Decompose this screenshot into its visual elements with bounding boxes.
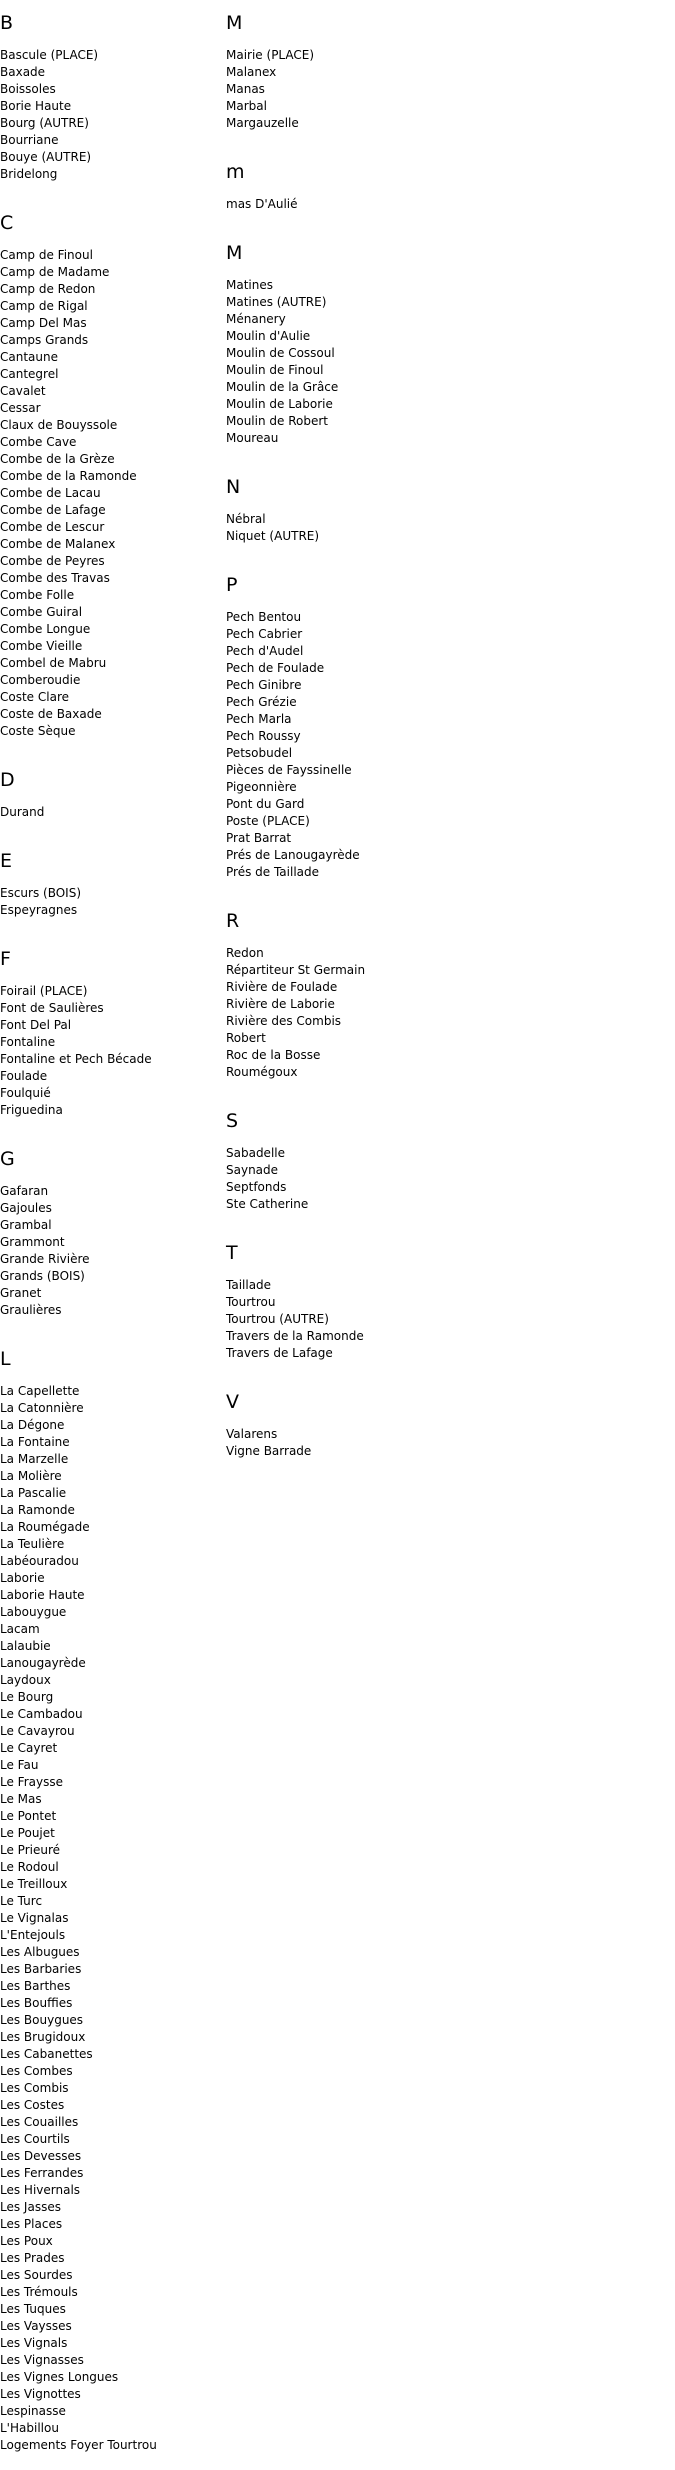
place-list: [0, 983, 226, 1119]
letter-section: [226, 574, 675, 897]
place-name: Camp Del Mas: [0, 316, 87, 330]
letter-section: [226, 1110, 675, 1229]
place-name: Laydoux: [0, 1673, 51, 1687]
place-name: Prés de Lanougayrède: [226, 848, 360, 862]
section-letter-heading: M: [226, 12, 243, 34]
section-letter-heading: M: [226, 242, 243, 264]
place-name: Bourg (AUTRE): [0, 116, 89, 130]
place-name: Les Jasses: [0, 2200, 61, 2214]
place-name: Combe de Malanex: [0, 537, 116, 551]
place-name: Combe de Lafage: [0, 503, 106, 517]
place-name: Combe Longue: [0, 622, 91, 636]
place-name: Gafaran: [0, 1184, 49, 1198]
place-name: Moulin de Robert: [226, 414, 328, 428]
place-name: Vigne Barrade: [226, 1444, 312, 1458]
section-letter-heading: L: [0, 1348, 11, 1370]
place-name: Travers de Lafage: [226, 1346, 333, 1360]
place-name: Matines (AUTRE): [226, 295, 327, 309]
place-name: Camp de Finoul: [0, 248, 93, 262]
place-name: Marbal: [226, 99, 267, 113]
place-name: Font Del Pal: [0, 1018, 72, 1032]
place-name: Ste Catherine: [226, 1197, 309, 1211]
section-spacer: [226, 545, 675, 561]
place-list: [226, 277, 675, 447]
section-letter-heading: B: [0, 12, 14, 34]
place-name: Cantaune: [0, 350, 58, 364]
place-name: Pech de Foulade: [226, 661, 325, 675]
place-name: La Catonnière: [0, 1401, 84, 1415]
place-name: Grammont: [0, 1235, 65, 1249]
place-name: La Roumégade: [0, 1520, 90, 1534]
place-name: Niquet (AUTRE): [226, 529, 320, 543]
place-name: Redon: [226, 946, 264, 960]
place-name: Granet: [0, 1286, 42, 1300]
place-name: Les Albugues: [0, 1945, 80, 1959]
place-name: Le Turc: [0, 1894, 43, 1908]
section-spacer: [0, 821, 226, 837]
place-name: Les Barbaries: [0, 1962, 82, 1976]
place-name: Les Combis: [0, 2081, 69, 2095]
section-spacer: [0, 183, 226, 199]
place-name: Foirail (PLACE): [0, 984, 88, 998]
place-name: Fontaline et Pech Bécade: [0, 1052, 152, 1066]
place-name: Le Rodoul: [0, 1860, 59, 1874]
place-name: Les Ferrandes: [0, 2166, 84, 2180]
section-spacer: [0, 919, 226, 935]
place-name: Camp de Rigal: [0, 299, 88, 313]
place-name: Poste (PLACE): [226, 814, 310, 828]
place-name: Les Poux: [0, 2234, 53, 2248]
place-name: Coste de Baxade: [0, 707, 102, 721]
place-name: Les Sourdes: [0, 2268, 73, 2282]
section-letter-heading: D: [0, 769, 15, 791]
place-name: Pech Roussy: [226, 729, 301, 743]
place-name: Foulade: [0, 1069, 48, 1083]
place-name: Cavalet: [0, 384, 46, 398]
place-name: Ménanery: [226, 312, 286, 326]
place-name: Lacam: [0, 1622, 40, 1636]
place-name: Cessar: [0, 401, 41, 415]
place-name: Malanex: [226, 65, 277, 79]
place-name: Tourtrou: [226, 1295, 276, 1309]
place-name: Boissoles: [0, 82, 56, 96]
place-name: Le Prieuré: [0, 1843, 61, 1857]
place-name: Manas: [226, 82, 265, 96]
place-name: Graulières: [0, 1303, 62, 1317]
place-name: Moulin de Cossoul: [226, 346, 335, 360]
place-name: Mairie (PLACE): [226, 48, 315, 62]
place-list: [226, 196, 675, 213]
place-name: Labéouradou: [0, 1554, 79, 1568]
place-list: [226, 945, 675, 1081]
place-name: Les Brugidoux: [0, 2030, 86, 2044]
section-spacer: [226, 132, 675, 148]
place-name: La Marzelle: [0, 1452, 69, 1466]
section-letter-heading: E: [0, 850, 13, 872]
place-name: Pièces de Fayssinelle: [226, 763, 352, 777]
place-name: Pont du Gard: [226, 797, 305, 811]
place-name: Moureau: [226, 431, 279, 445]
place-name: Grande Rivière: [0, 1252, 90, 1266]
section-letter-heading: S: [226, 1110, 239, 1132]
place-name: Laborie Haute: [0, 1588, 85, 1602]
place-name: Les Vignes Longues: [0, 2370, 119, 2384]
place-name: Grambal: [0, 1218, 52, 1232]
place-name: Lespinasse: [0, 2404, 66, 2418]
place-name: Lanougayrède: [0, 1656, 86, 1670]
section-spacer: [0, 2454, 226, 2470]
place-name: Travers de la Ramonde: [226, 1329, 364, 1343]
section-spacer: [0, 1119, 226, 1135]
place-name: Gajoules: [0, 1201, 52, 1215]
section-letter-heading: F: [0, 948, 11, 970]
place-name: Bascule (PLACE): [0, 48, 99, 62]
letter-section: [226, 1242, 675, 1378]
place-name: Le Cambadou: [0, 1707, 83, 1721]
place-name: Le Cavayrou: [0, 1724, 75, 1738]
section-letter-heading: T: [226, 1242, 238, 1264]
place-name: Pigeonnière: [226, 780, 297, 794]
place-name: Camps Grands: [0, 333, 89, 347]
place-name: Claux de Bouyssole: [0, 418, 118, 432]
place-list: [226, 47, 675, 132]
section-spacer: [0, 1319, 226, 1335]
place-name: Roumégoux: [226, 1065, 298, 1079]
letter-section: [226, 12, 675, 148]
place-list: [226, 1145, 675, 1213]
section-letter-heading: G: [0, 1148, 15, 1170]
place-name: Laborie: [0, 1571, 45, 1585]
place-name: Combel de Mabru: [0, 656, 107, 670]
place-name: Pech d'Audel: [226, 644, 304, 658]
place-name: Petsobudel: [226, 746, 293, 760]
place-name: Prés de Taillade: [226, 865, 320, 879]
place-name: La Ramonde: [0, 1503, 75, 1517]
place-name: La Fontaine: [0, 1435, 70, 1449]
place-name: Camp de Madame: [0, 265, 110, 279]
letter-section: [0, 1348, 226, 2470]
section-letter-heading: C: [0, 212, 14, 234]
letter-section: [0, 850, 226, 935]
place-name: Valarens: [226, 1427, 278, 1441]
section-spacer: [226, 1213, 675, 1229]
place-name: Friguedina: [0, 1103, 63, 1117]
place-name: La Teulière: [0, 1537, 65, 1551]
place-name: Les Combes: [0, 2064, 73, 2078]
place-name: Le Pontet: [0, 1809, 57, 1823]
place-name: Pech Ginibre: [226, 678, 302, 692]
place-name: Rivière de Laborie: [226, 997, 335, 1011]
place-list: [0, 1383, 226, 2454]
section-letter-heading: V: [226, 1391, 239, 1413]
place-list: [0, 1183, 226, 1319]
place-name: La Capellette: [0, 1384, 80, 1398]
place-name: mas D'Aulié: [226, 197, 298, 211]
place-name: Moulin de la Grâce: [226, 380, 339, 394]
place-name: Les Vignals: [0, 2336, 68, 2350]
place-name: Margauzelle: [226, 116, 299, 130]
letter-section: [226, 1391, 675, 1476]
place-name: Coste Clare: [0, 690, 69, 704]
place-name: Grands (BOIS): [0, 1269, 85, 1283]
place-name: Logements Foyer Tourtrou: [0, 2438, 157, 2452]
letter-section: [0, 212, 226, 756]
place-name: Rivière des Combis: [226, 1014, 342, 1028]
place-name: Bridelong: [0, 167, 58, 181]
place-name: Combe Vieille: [0, 639, 83, 653]
place-name: Combe Guiral: [0, 605, 83, 619]
place-name: L'Entejouls: [0, 1928, 66, 1942]
place-name: Le Treilloux: [0, 1877, 68, 1891]
place-list: [226, 1277, 675, 1362]
place-name: Combe de la Grèze: [0, 452, 115, 466]
place-name: Bourriane: [0, 133, 59, 147]
place-name: Moulin de Finoul: [226, 363, 324, 377]
section-letter-heading: m: [226, 161, 245, 183]
place-name: Les Tuques: [0, 2302, 66, 2316]
section-letter-heading: P: [226, 574, 238, 596]
place-name: Font de Saulières: [0, 1001, 104, 1015]
place-name: La Molière: [0, 1469, 62, 1483]
place-name: Le Poujet: [0, 1826, 55, 1840]
place-name: Les Costes: [0, 2098, 65, 2112]
place-name: Camp de Redon: [0, 282, 96, 296]
right-column: [226, 0, 675, 1476]
place-name: Escurs (BOIS): [0, 886, 82, 900]
place-name: Le Fau: [0, 1758, 39, 1772]
place-name: Prat Barrat: [226, 831, 292, 845]
place-name: Taillade: [226, 1278, 272, 1292]
place-name: Durand: [0, 805, 45, 819]
letter-section: [226, 910, 675, 1097]
place-name: Bouye (AUTRE): [0, 150, 92, 164]
place-name: Tourtrou (AUTRE): [226, 1312, 329, 1326]
place-name: Roc de la Bosse: [226, 1048, 321, 1062]
place-name: Nébral: [226, 512, 266, 526]
letter-section: [0, 948, 226, 1135]
place-list: [0, 47, 226, 183]
section-spacer: [226, 1362, 675, 1378]
place-name: Combe de la Ramonde: [0, 469, 137, 483]
place-name: Les Trémouls: [0, 2285, 78, 2299]
place-list: [0, 804, 226, 821]
place-name: Pech Marla: [226, 712, 292, 726]
place-name: Septfonds: [226, 1180, 287, 1194]
letter-section: [0, 12, 226, 199]
section-spacer: [226, 881, 675, 897]
place-name: Les Barthes: [0, 1979, 71, 1993]
place-name: Pech Bentou: [226, 610, 302, 624]
place-name: Les Couailles: [0, 2115, 79, 2129]
place-name: Le Bourg: [0, 1690, 54, 1704]
place-name: La Dégone: [0, 1418, 65, 1432]
section-spacer: [226, 213, 675, 229]
place-name: Les Places: [0, 2217, 63, 2231]
place-name: Rivière de Foulade: [226, 980, 338, 994]
place-name: Baxade: [0, 65, 46, 79]
section-letter-heading: R: [226, 910, 240, 932]
place-name: Foulquié: [0, 1086, 51, 1100]
place-name: Le Cayret: [0, 1741, 58, 1755]
place-name: L'Habillou: [0, 2421, 59, 2435]
section-spacer: [226, 447, 675, 463]
place-name: Labouygue: [0, 1605, 67, 1619]
place-name: Les Bouygues: [0, 2013, 84, 2027]
place-name: Matines: [226, 278, 273, 292]
place-name: Saynade: [226, 1163, 279, 1177]
place-name: Les Cabanettes: [0, 2047, 93, 2061]
section-spacer: [226, 1081, 675, 1097]
place-name: Pech Cabrier: [226, 627, 303, 641]
place-name: Les Hivernals: [0, 2183, 81, 2197]
place-name: Le Vignalas: [0, 1911, 69, 1925]
place-name: Pech Grézie: [226, 695, 297, 709]
place-name: Combe de Lescur: [0, 520, 105, 534]
place-list: [0, 247, 226, 740]
place-name: Les Vaysses: [0, 2319, 72, 2333]
place-name: Combe de Lacau: [0, 486, 101, 500]
place-list: [226, 1426, 675, 1460]
place-name: Le Mas: [0, 1792, 42, 1806]
place-name: Borie Haute: [0, 99, 72, 113]
place-name: Moulin d'Aulie: [226, 329, 311, 343]
place-name: Les Vignasses: [0, 2353, 84, 2367]
letter-section: [226, 476, 675, 561]
place-name: Répartiteur St Germain: [226, 963, 366, 977]
letter-section: [226, 242, 675, 463]
place-name: Le Fraysse: [0, 1775, 63, 1789]
section-spacer: [0, 740, 226, 756]
place-name: Fontaline: [0, 1035, 56, 1049]
letter-section: [0, 1148, 226, 1335]
place-name: Sabadelle: [226, 1146, 285, 1160]
place-name: Coste Sèque: [0, 724, 76, 738]
place-name: Les Devesses: [0, 2149, 82, 2163]
place-name: Les Prades: [0, 2251, 65, 2265]
left-column: [0, 0, 226, 2470]
place-name: Moulin de Laborie: [226, 397, 333, 411]
place-name: Robert: [226, 1031, 266, 1045]
place-name: Comberoudie: [0, 673, 81, 687]
section-spacer: [226, 1460, 675, 1476]
letter-section: [226, 161, 675, 229]
place-name: La Pascalie: [0, 1486, 67, 1500]
place-list: [226, 511, 675, 545]
place-name: Combe des Travas: [0, 571, 110, 585]
place-name: Les Vignottes: [0, 2387, 81, 2401]
place-list: [0, 885, 226, 919]
section-letter-heading: N: [226, 476, 241, 498]
place-name: Les Bouffies: [0, 1996, 73, 2010]
place-name: Espeyragnes: [0, 903, 78, 917]
letter-section: [0, 769, 226, 837]
place-name: Combe Folle: [0, 588, 75, 602]
place-name: Combe de Peyres: [0, 554, 105, 568]
place-name: Lalaubie: [0, 1639, 51, 1653]
place-list: [226, 609, 675, 881]
place-name: Cantegrel: [0, 367, 59, 381]
place-name: Les Courtils: [0, 2132, 70, 2146]
place-name: Combe Cave: [0, 435, 77, 449]
